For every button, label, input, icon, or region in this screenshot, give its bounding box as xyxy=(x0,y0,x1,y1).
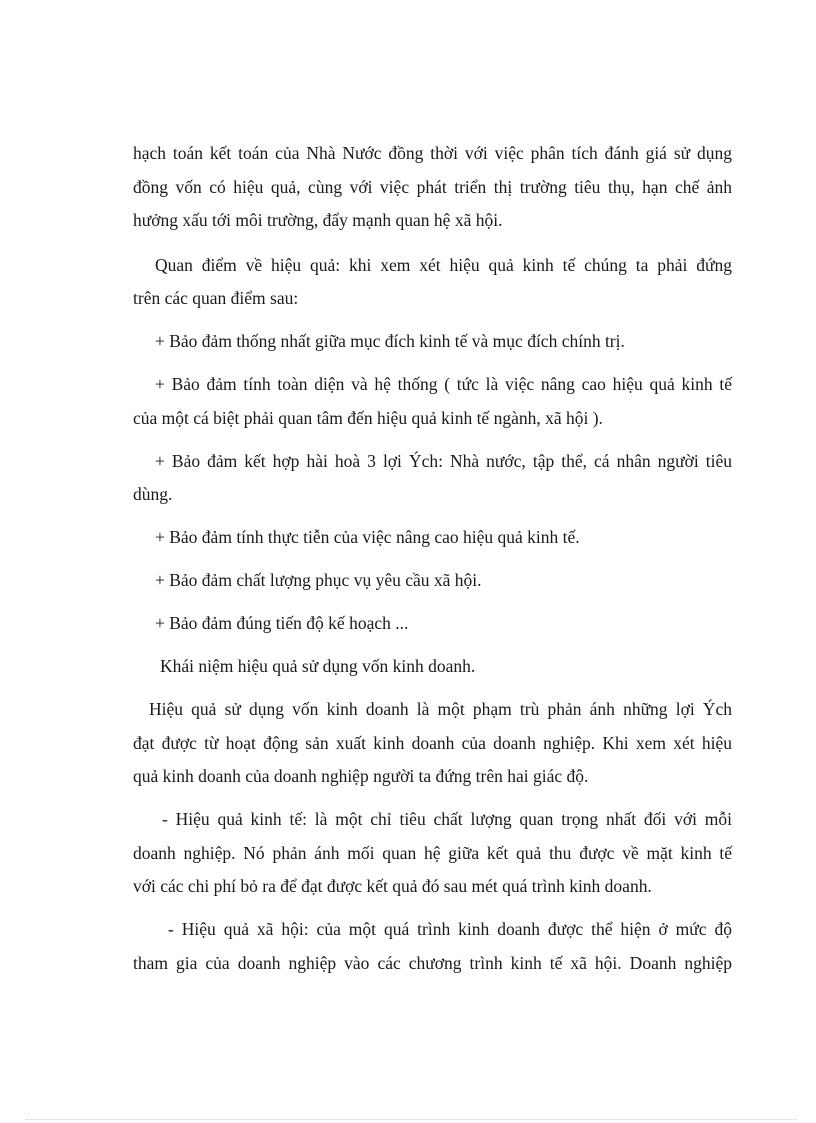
text-line: + Bảo đảm đúng tiến độ kế hoạch ... xyxy=(155,613,409,633)
text-line: Hiệu quả sử dụng vốn kinh doanh là một phạm trù phản ánh những lợi Ých xyxy=(149,699,732,719)
text-line: + Bảo đảm tính toàn diện và hệ thống ( tức là việc nâng cao hiệu quả kinh tế xyxy=(155,374,732,394)
text-line: + Bảo đảm chất lượng phục vụ yêu cầu xã hội. xyxy=(155,570,482,590)
text-line: + Bảo đảm tính thực tiễn của việc nâng cao hiệu quả kinh tế. xyxy=(155,527,580,547)
text-line: trên các quan điểm sau: xyxy=(133,288,299,308)
text-line: + Bảo đảm thống nhất giữa mục đích kinh tế và mục đích chính trị. xyxy=(155,331,625,351)
text-line: - Hiệu quả kinh tế: là một chỉ tiêu chất lượng quan trọng nhất đối với mỗi xyxy=(162,809,732,829)
text-line: hạch toán kết toán của Nhà Nước đồng thời với việc phân tích đánh giá sử dụng xyxy=(133,143,732,163)
text-line: + Bảo đảm kết hợp hài hoà 3 lợi Ých: Nhà nước, tập thể, cá nhân người tiêu xyxy=(155,451,732,471)
text-line: doanh nghiệp. Nó phản ánh mối quan hệ giữa kết quả thu được về mặt kinh tế xyxy=(133,843,732,863)
text-line: Quan điểm về hiệu quả: khi xem xét hiệu quả kinh tế chúng ta phải đứng xyxy=(155,255,732,275)
text-line: đạt được từ hoạt động sản xuất kinh doanh của doanh nghiệp. Khi xem xét hiệu xyxy=(133,733,732,753)
page-bottom-rule xyxy=(26,1119,796,1120)
text-line: Khái niệm hiệu quả sử dụng vốn kinh doanh. xyxy=(160,656,476,676)
text-line: đồng vốn có hiệu quả, cùng với việc phát triển thị trường tiêu thụ, hạn chế ảnh xyxy=(133,177,732,197)
text-line: dùng. xyxy=(133,484,173,504)
text-line: của một cá biệt phải quan tâm đến hiệu quả kinh tế ngành, xã hội ). xyxy=(133,408,603,428)
text-line: hưởng xấu tới môi trường, đẩy mạnh quan hệ xã hội. xyxy=(133,210,503,230)
text-line: - Hiệu quả xã hội: của một quá trình kinh doanh được thể hiện ở mức độ xyxy=(168,919,732,939)
text-line: tham gia của doanh nghiệp vào các chương trình kinh tế xã hội. Doanh nghiệp xyxy=(133,953,732,973)
text-line: quả kinh doanh của doanh nghiệp người ta đứng trên hai giác độ. xyxy=(133,766,589,786)
text-line: với các chi phí bỏ ra để đạt được kết quả đó sau mét quá trình kinh doanh. xyxy=(133,876,652,896)
